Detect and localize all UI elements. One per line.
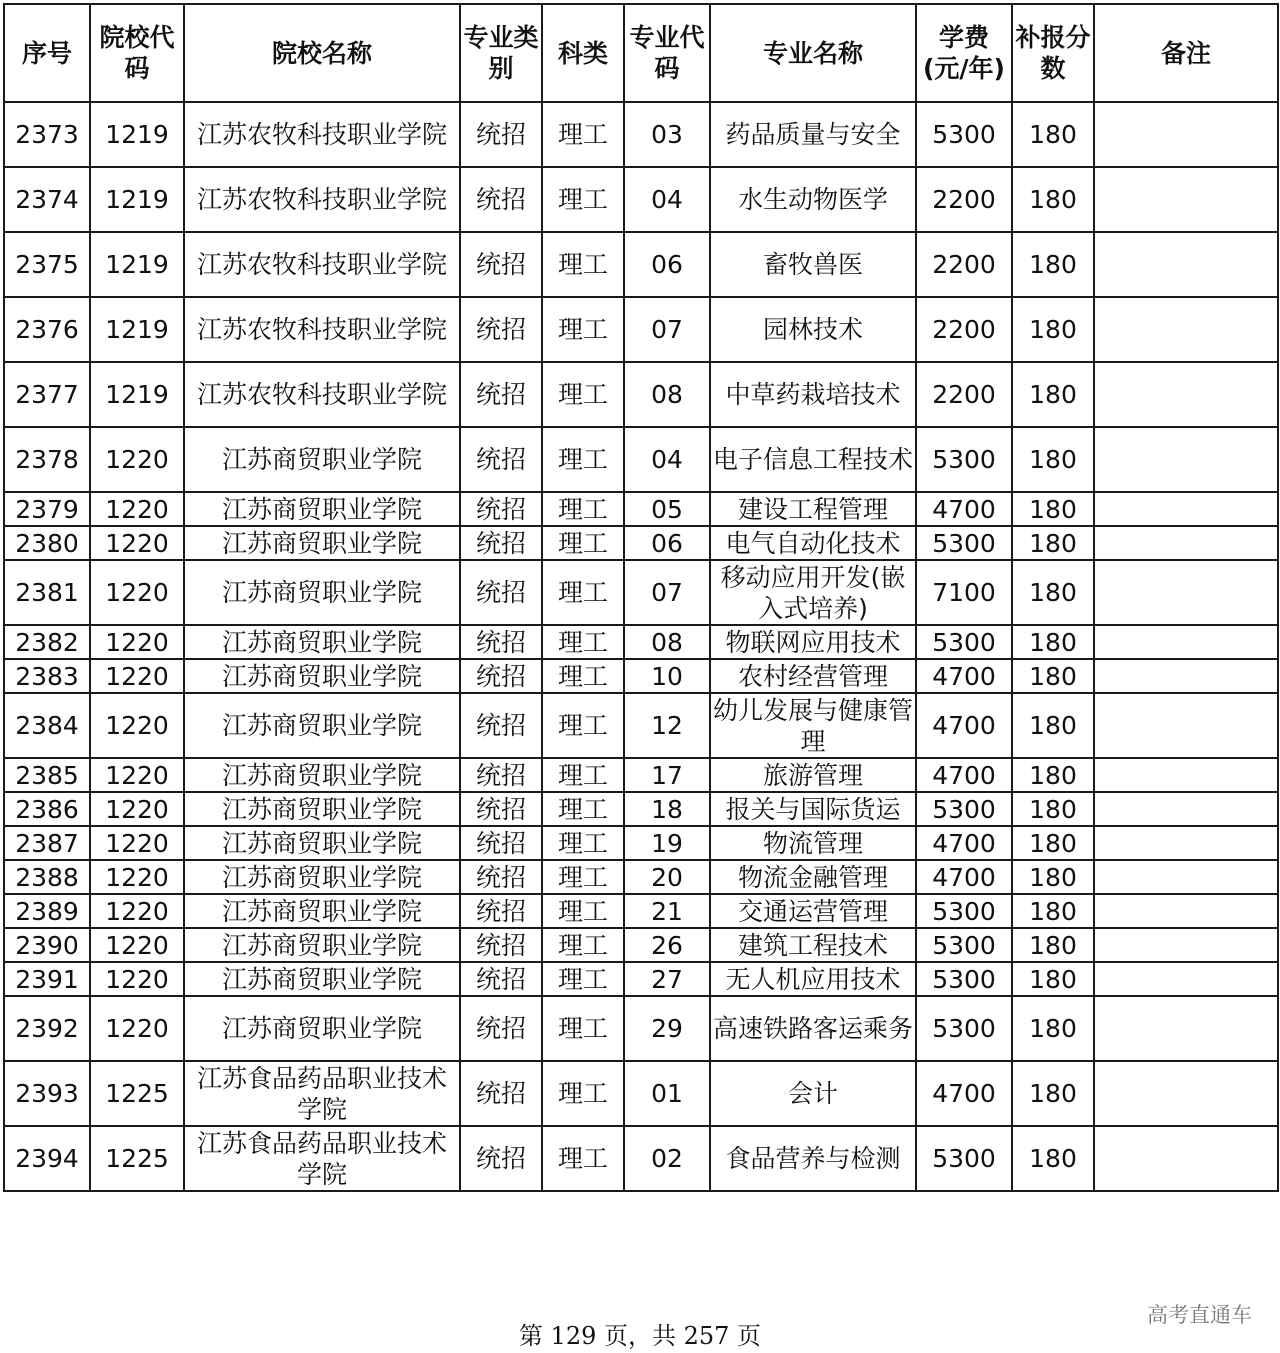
cell-school-code: 1219: [90, 102, 184, 167]
cell-school-code: 1220: [90, 758, 184, 792]
page-footer: 第 129 页，共 257 页: [518, 1322, 762, 1350]
cell-major-code: 12: [624, 693, 710, 758]
cell-school-code: 1220: [90, 996, 184, 1061]
table-row: [4, 362, 1278, 427]
cell-school-code: 1220: [90, 860, 184, 894]
header-school-name: 院校名称: [184, 4, 460, 102]
cell-school-name: 江苏商贸职业学院: [184, 792, 460, 826]
header-major-type: 专业类别: [460, 4, 542, 102]
cell-school-code: 1220: [90, 826, 184, 860]
cell-seq: 2386: [4, 792, 90, 826]
header-score: 补报分数: [1012, 4, 1094, 102]
cell-major-type: 统招: [460, 492, 542, 526]
cell-note: [1094, 826, 1278, 860]
cell-major-name: 移动应用开发(嵌入式培养): [710, 560, 916, 625]
cell-major-code: 27: [624, 962, 710, 996]
cell-major-code: 08: [624, 362, 710, 427]
watermark: 高考直通车: [1147, 1303, 1252, 1327]
cell-fee: 5300: [916, 996, 1012, 1061]
cell-note: [1094, 996, 1278, 1061]
cell-major-code: 21: [624, 894, 710, 928]
cell-major-type: 统招: [460, 860, 542, 894]
cell-score: 180: [1012, 526, 1094, 560]
cell-score: 180: [1012, 102, 1094, 167]
cell-note: [1094, 962, 1278, 996]
cell-school-code: 1219: [90, 167, 184, 232]
cell-fee: 4700: [916, 758, 1012, 792]
cell-subject: 理工: [542, 1061, 624, 1126]
header-subject: 科类: [542, 4, 624, 102]
cell-school-name: 江苏商贸职业学院: [184, 928, 460, 962]
cell-major-code: 08: [624, 625, 710, 659]
table-row: [4, 625, 1278, 659]
cell-school-code: 1220: [90, 894, 184, 928]
cell-school-code: 1220: [90, 693, 184, 758]
cell-school-name: 江苏商贸职业学院: [184, 492, 460, 526]
cell-note: [1094, 297, 1278, 362]
cell-score: 180: [1012, 826, 1094, 860]
cell-major-type: 统招: [460, 427, 542, 492]
cell-seq: 2385: [4, 758, 90, 792]
cell-school-name: 江苏食品药品职业技术学院: [184, 1061, 460, 1126]
cell-school-code: 1219: [90, 362, 184, 427]
table-row: [4, 860, 1278, 894]
cell-seq: 2394: [4, 1126, 90, 1191]
cell-seq: 2379: [4, 492, 90, 526]
cell-score: 180: [1012, 625, 1094, 659]
cell-note: [1094, 560, 1278, 625]
cell-subject: 理工: [542, 526, 624, 560]
cell-fee: 4700: [916, 492, 1012, 526]
cell-major-name: 园林技术: [710, 297, 916, 362]
cell-seq: 2393: [4, 1061, 90, 1126]
table-row: [4, 232, 1278, 297]
cell-major-name: 畜牧兽医: [710, 232, 916, 297]
cell-seq: 2388: [4, 860, 90, 894]
cell-fee: 2200: [916, 297, 1012, 362]
admission-table: [3, 3, 1279, 1192]
cell-score: 180: [1012, 167, 1094, 232]
cell-school-code: 1220: [90, 792, 184, 826]
cell-subject: 理工: [542, 1126, 624, 1191]
table-row: [4, 826, 1278, 860]
cell-school-name: 江苏农牧科技职业学院: [184, 362, 460, 427]
cell-school-name: 江苏农牧科技职业学院: [184, 297, 460, 362]
cell-major-type: 统招: [460, 962, 542, 996]
cell-major-type: 统招: [460, 758, 542, 792]
cell-major-name: 建设工程管理: [710, 492, 916, 526]
cell-major-code: 04: [624, 427, 710, 492]
cell-major-type: 统招: [460, 526, 542, 560]
cell-score: 180: [1012, 792, 1094, 826]
cell-fee: 5300: [916, 625, 1012, 659]
cell-fee: 2200: [916, 362, 1012, 427]
cell-seq: 2375: [4, 232, 90, 297]
cell-subject: 理工: [542, 362, 624, 427]
cell-fee: 2200: [916, 167, 1012, 232]
cell-score: 180: [1012, 560, 1094, 625]
table-row: [4, 526, 1278, 560]
cell-major-code: 04: [624, 167, 710, 232]
table-row: [4, 1061, 1278, 1126]
cell-major-code: 10: [624, 659, 710, 693]
cell-note: [1094, 167, 1278, 232]
cell-score: 180: [1012, 758, 1094, 792]
cell-fee: 4700: [916, 1061, 1012, 1126]
table-row: [4, 492, 1278, 526]
table-row: [4, 928, 1278, 962]
cell-note: [1094, 526, 1278, 560]
cell-note: [1094, 232, 1278, 297]
header-fee: 学费(元/年): [916, 4, 1012, 102]
cell-note: [1094, 693, 1278, 758]
cell-seq: 2392: [4, 996, 90, 1061]
cell-school-code: 1220: [90, 492, 184, 526]
cell-note: [1094, 860, 1278, 894]
table-row: [4, 1126, 1278, 1191]
cell-major-type: 统招: [460, 625, 542, 659]
cell-major-code: 17: [624, 758, 710, 792]
cell-major-type: 统招: [460, 928, 542, 962]
cell-school-name: 江苏商贸职业学院: [184, 560, 460, 625]
cell-major-name: 电气自动化技术: [710, 526, 916, 560]
cell-subject: 理工: [542, 560, 624, 625]
cell-school-name: 江苏商贸职业学院: [184, 894, 460, 928]
cell-school-name: 江苏商贸职业学院: [184, 427, 460, 492]
table-row: [4, 792, 1278, 826]
cell-school-name: 江苏商贸职业学院: [184, 962, 460, 996]
cell-school-code: 1220: [90, 659, 184, 693]
cell-seq: 2380: [4, 526, 90, 560]
cell-major-name: 交通运营管理: [710, 894, 916, 928]
cell-note: [1094, 1061, 1278, 1126]
cell-major-name: 物流金融管理: [710, 860, 916, 894]
cell-fee: 2200: [916, 232, 1012, 297]
cell-school-name: 江苏农牧科技职业学院: [184, 102, 460, 167]
cell-school-code: 1225: [90, 1126, 184, 1191]
cell-fee: 4700: [916, 693, 1012, 758]
cell-seq: 2376: [4, 297, 90, 362]
cell-seq: 2387: [4, 826, 90, 860]
cell-seq: 2373: [4, 102, 90, 167]
cell-school-code: 1220: [90, 427, 184, 492]
cell-school-name: 江苏商贸职业学院: [184, 860, 460, 894]
cell-subject: 理工: [542, 826, 624, 860]
cell-fee: 4700: [916, 659, 1012, 693]
cell-major-name: 建筑工程技术: [710, 928, 916, 962]
cell-subject: 理工: [542, 860, 624, 894]
table-row: [4, 102, 1278, 167]
cell-major-name: 农村经营管理: [710, 659, 916, 693]
cell-note: [1094, 492, 1278, 526]
cell-score: 180: [1012, 362, 1094, 427]
cell-score: 180: [1012, 693, 1094, 758]
cell-fee: 5300: [916, 427, 1012, 492]
cell-school-code: 1220: [90, 928, 184, 962]
table-row: [4, 427, 1278, 492]
cell-major-code: 06: [624, 232, 710, 297]
cell-subject: 理工: [542, 962, 624, 996]
cell-school-name: 江苏农牧科技职业学院: [184, 167, 460, 232]
cell-school-code: 1220: [90, 560, 184, 625]
cell-note: [1094, 102, 1278, 167]
cell-fee: 5300: [916, 1126, 1012, 1191]
cell-subject: 理工: [542, 102, 624, 167]
table-row: [4, 659, 1278, 693]
table-row: [4, 167, 1278, 232]
cell-major-type: 统招: [460, 894, 542, 928]
cell-major-name: 会计: [710, 1061, 916, 1126]
cell-major-code: 01: [624, 1061, 710, 1126]
cell-major-code: 07: [624, 297, 710, 362]
cell-note: [1094, 792, 1278, 826]
cell-subject: 理工: [542, 693, 624, 758]
cell-subject: 理工: [542, 792, 624, 826]
header-note: 备注: [1094, 4, 1278, 102]
cell-major-type: 统招: [460, 792, 542, 826]
cell-seq: 2378: [4, 427, 90, 492]
cell-major-type: 统招: [460, 102, 542, 167]
cell-subject: 理工: [542, 427, 624, 492]
cell-major-code: 18: [624, 792, 710, 826]
cell-major-name: 药品质量与安全: [710, 102, 916, 167]
cell-school-name: 江苏食品药品职业技术学院: [184, 1126, 460, 1191]
cell-score: 180: [1012, 492, 1094, 526]
cell-major-type: 统招: [460, 826, 542, 860]
table-row: [4, 297, 1278, 362]
cell-subject: 理工: [542, 492, 624, 526]
cell-seq: 2381: [4, 560, 90, 625]
cell-seq: 2382: [4, 625, 90, 659]
cell-major-type: 统招: [460, 659, 542, 693]
cell-score: 180: [1012, 659, 1094, 693]
cell-score: 180: [1012, 894, 1094, 928]
cell-subject: 理工: [542, 659, 624, 693]
cell-major-type: 统招: [460, 1126, 542, 1191]
cell-school-code: 1219: [90, 232, 184, 297]
cell-major-name: 物流管理: [710, 826, 916, 860]
cell-subject: 理工: [542, 928, 624, 962]
cell-major-type: 统招: [460, 167, 542, 232]
cell-note: [1094, 659, 1278, 693]
cell-note: [1094, 758, 1278, 792]
cell-major-name: 电子信息工程技术: [710, 427, 916, 492]
header-major-name: 专业名称: [710, 4, 916, 102]
cell-school-code: 1220: [90, 625, 184, 659]
cell-note: [1094, 1126, 1278, 1191]
cell-major-name: 水生动物医学: [710, 167, 916, 232]
cell-school-name: 江苏商贸职业学院: [184, 996, 460, 1061]
cell-seq: 2389: [4, 894, 90, 928]
cell-major-name: 物联网应用技术: [710, 625, 916, 659]
cell-score: 180: [1012, 928, 1094, 962]
cell-fee: 4700: [916, 826, 1012, 860]
cell-note: [1094, 928, 1278, 962]
cell-school-name: 江苏商贸职业学院: [184, 526, 460, 560]
cell-school-name: 江苏商贸职业学院: [184, 826, 460, 860]
table-row: [4, 758, 1278, 792]
cell-major-type: 统招: [460, 996, 542, 1061]
cell-fee: 4700: [916, 860, 1012, 894]
cell-fee: 5300: [916, 526, 1012, 560]
table-row: [4, 962, 1278, 996]
header-school-code: 院校代码: [90, 4, 184, 102]
cell-school-code: 1220: [90, 526, 184, 560]
cell-subject: 理工: [542, 894, 624, 928]
cell-major-code: 20: [624, 860, 710, 894]
cell-major-code: 07: [624, 560, 710, 625]
cell-note: [1094, 894, 1278, 928]
cell-major-code: 06: [624, 526, 710, 560]
cell-major-name: 高速铁路客运乘务: [710, 996, 916, 1061]
cell-score: 180: [1012, 297, 1094, 362]
cell-major-type: 统招: [460, 362, 542, 427]
cell-school-code: 1219: [90, 297, 184, 362]
cell-subject: 理工: [542, 297, 624, 362]
cell-note: [1094, 625, 1278, 659]
cell-major-code: 02: [624, 1126, 710, 1191]
cell-score: 180: [1012, 232, 1094, 297]
cell-major-code: 26: [624, 928, 710, 962]
cell-major-name: 幼儿发展与健康管理: [710, 693, 916, 758]
cell-seq: 2391: [4, 962, 90, 996]
cell-major-name: 食品营养与检测: [710, 1126, 916, 1191]
cell-major-name: 无人机应用技术: [710, 962, 916, 996]
cell-subject: 理工: [542, 232, 624, 297]
cell-major-name: 旅游管理: [710, 758, 916, 792]
cell-seq: 2383: [4, 659, 90, 693]
table-row: [4, 996, 1278, 1061]
cell-seq: 2374: [4, 167, 90, 232]
cell-seq: 2377: [4, 362, 90, 427]
table-row: [4, 894, 1278, 928]
table-row: [4, 560, 1278, 625]
cell-fee: 5300: [916, 792, 1012, 826]
cell-score: 180: [1012, 860, 1094, 894]
cell-subject: 理工: [542, 625, 624, 659]
cell-major-type: 统招: [460, 693, 542, 758]
cell-score: 180: [1012, 996, 1094, 1061]
cell-school-name: 江苏农牧科技职业学院: [184, 232, 460, 297]
cell-fee: 5300: [916, 894, 1012, 928]
cell-major-code: 05: [624, 492, 710, 526]
cell-subject: 理工: [542, 167, 624, 232]
cell-subject: 理工: [542, 758, 624, 792]
table-row: [4, 693, 1278, 758]
cell-major-type: 统招: [460, 232, 542, 297]
cell-major-type: 统招: [460, 1061, 542, 1126]
cell-seq: 2390: [4, 928, 90, 962]
cell-school-code: 1220: [90, 962, 184, 996]
cell-school-name: 江苏商贸职业学院: [184, 625, 460, 659]
cell-note: [1094, 427, 1278, 492]
cell-major-type: 统招: [460, 560, 542, 625]
cell-school-name: 江苏商贸职业学院: [184, 758, 460, 792]
cell-fee: 5300: [916, 928, 1012, 962]
cell-score: 180: [1012, 1061, 1094, 1126]
cell-fee: 5300: [916, 102, 1012, 167]
cell-major-code: 03: [624, 102, 710, 167]
cell-score: 180: [1012, 962, 1094, 996]
cell-fee: 7100: [916, 560, 1012, 625]
cell-note: [1094, 362, 1278, 427]
cell-score: 180: [1012, 1126, 1094, 1191]
cell-seq: 2384: [4, 693, 90, 758]
header-seq: 序号: [4, 4, 90, 102]
cell-major-code: 19: [624, 826, 710, 860]
cell-score: 180: [1012, 427, 1094, 492]
cell-fee: 5300: [916, 962, 1012, 996]
header-row: [4, 4, 1278, 102]
cell-school-name: 江苏商贸职业学院: [184, 659, 460, 693]
cell-major-type: 统招: [460, 297, 542, 362]
cell-major-code: 29: [624, 996, 710, 1061]
cell-subject: 理工: [542, 996, 624, 1061]
cell-major-name: 中草药栽培技术: [710, 362, 916, 427]
cell-major-name: 报关与国际货运: [710, 792, 916, 826]
cell-school-name: 江苏商贸职业学院: [184, 693, 460, 758]
header-major-code: 专业代码: [624, 4, 710, 102]
cell-school-code: 1225: [90, 1061, 184, 1126]
